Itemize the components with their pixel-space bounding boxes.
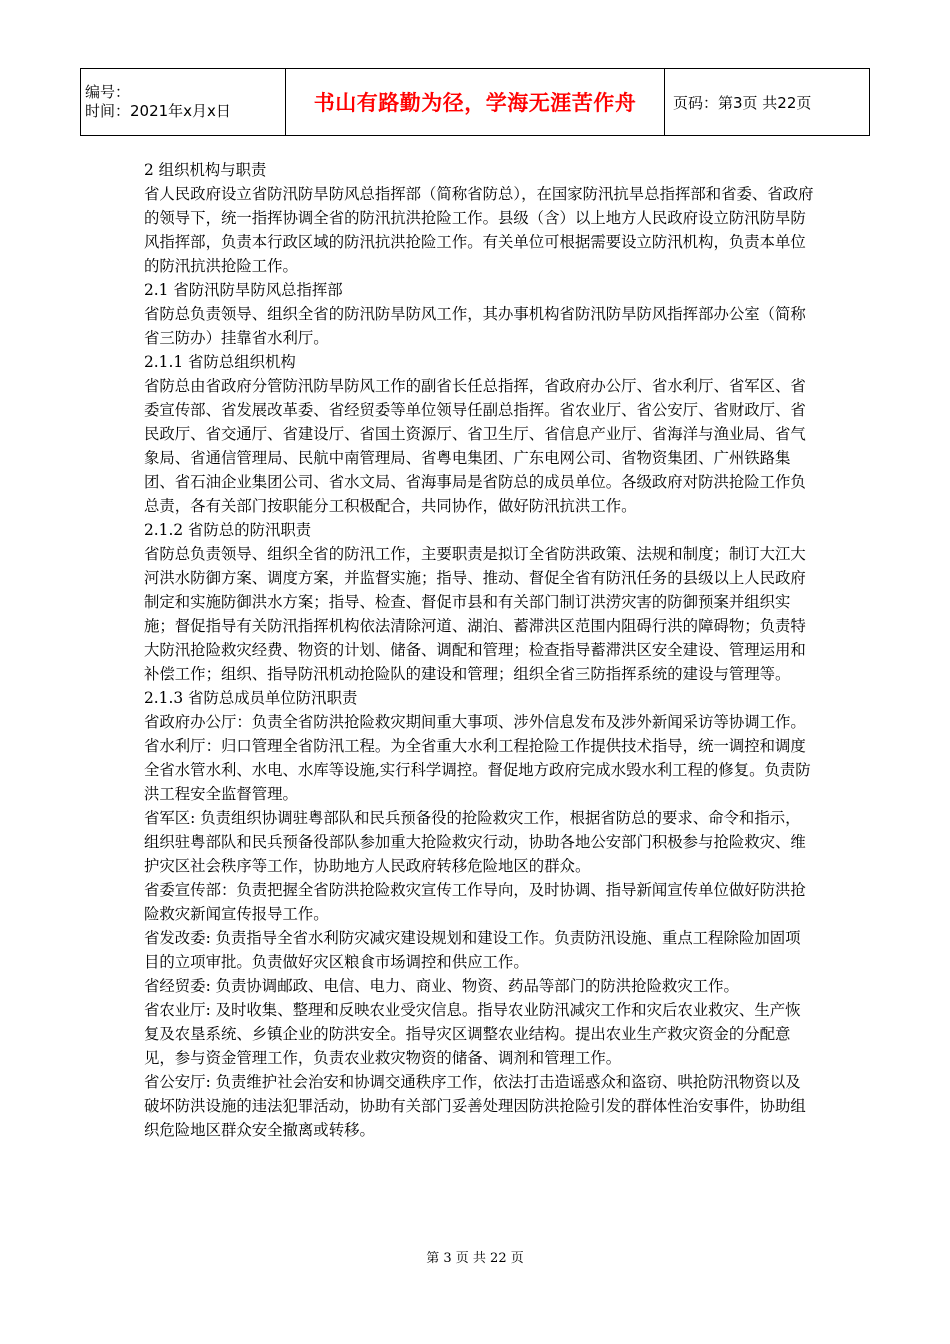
header-page-info: 页码：第3页 共22页: [665, 69, 870, 136]
section-heading: 2.1.1 省防总组织机构: [144, 353, 296, 371]
body-paragraph: 省农业厅: 及时收集、整理和反映农业受灾信息。指导农业防汛减灾工作和灾后农业救灾、生产恢复及农垦系统、乡镇企业的防洪安全。指导灾区调整农业结构。提出农业生产救灾资金的分配意见，参与资金管理工作，负责农业救灾物资的储备、调剂和管理工作。: [144, 1001, 801, 1067]
body-paragraph: 省防总负责领导、组织全省的防汛工作，主要职责是拟订全省防洪政策、法规和制度；制订大江大河洪水防御方案、调度方案，并监督实施；指导、推动、督促全省有防汛任务的县级以上人民政府制定和实施防御洪水方案；指导、检查、督促市县和有关部门制订洪涝灾害的防御预案并组织实施；督促指导有关防汛指挥机构依法清除河道、湖泊、蓄滞洪区范围内阻碍行洪的障碍物；负责特大防汛抢险救灾经费、物资的计划、储备、调配和管理；检查指导蓄滞洪区安全建设、管理运用和补偿工作；组织、指导防汛机动抢险队的建设和管理；组织全省三防指挥系统的建设与管理等。: [144, 545, 806, 683]
body-paragraph: 省委宣传部：负责把握全省防洪抢险救灾宣传工作导向，及时协调、指导新闻宣传单位做好防洪抢险救灾新闻宣传报导工作。: [144, 881, 806, 923]
page-footer: 第 3 页 共 22 页: [426, 1251, 524, 1266]
header-meta: [81, 69, 286, 136]
body-paragraph: 省防总由省政府分管防汛防旱防风工作的副省长任总指挥，省政府办公厅、省水利厅、省军区、省委宣传部、省发展改革委、省经贸委等单位领导任副总指挥。省农业厅、省公安厅、省财政厅、省民政厅、省交通厅、省建设厅、省国土资源厅、省卫生厅、省信息产业厅、省海洋与渔业局、省气象局、省通信管理局、民航中南管理局、省粤电集团、广东电网公司、省物资集团、广州铁路集团、省石油企业集团公司、省水文局、省海事局是省防总的成员单位。各级政府对防洪抢险工作负总责，各有关部门按职能分工积极配合，共同协作，做好防汛抗洪工作。: [144, 377, 806, 515]
document-body: [144, 158, 814, 1142]
document-number-label: 编号：: [85, 83, 131, 101]
section-heading: 2 组织机构与职责: [144, 161, 267, 179]
header-table: [80, 68, 870, 136]
body-paragraph: 省经贸委: 负责协调邮政、电信、电力、商业、物资、药品等部门的防洪抢险救灾工作。: [144, 977, 739, 995]
body-paragraph: 省人民政府设立省防汛防旱防风总指挥部（简称省防总），在国家防汛抗旱总指挥部和省委、省政府的领导下，统一指挥协调全省的防汛抗洪抢险工作。县级（含）以上地方人民政府设立防汛防旱防风指挥部，负责本行政区域的防汛抗洪抢险工作。有关单位可根据需要设立防汛机构，负责本单位的防汛抗洪抢险工作。: [144, 185, 814, 275]
section-heading: 2.1.3 省防总成员单位防汛职责: [144, 689, 358, 707]
header-motto-cell: [286, 69, 665, 136]
section-heading: 2.1 省防汛防旱防风总指挥部: [144, 281, 343, 299]
body-paragraph: 省水利厅：归口管理全省防汛工程。为全省重大水利工程抢险工作提供技术指导，统一调控和调度全省水管水利、水电、水库等设施,实行科学调控。督促地方政府完成水毁水利工程的修复。负责防洪工程安全监督管理。: [144, 737, 811, 803]
body-paragraph: 省发改委: 负责指导全省水利防灾减灾建设规划和建设工作。负责防汛设施、重点工程除险加固项目的立项审批。负责做好灾区粮食市场调控和供应工作。: [144, 929, 801, 971]
section-heading: 2.1.2 省防总的防汛职责: [144, 521, 312, 539]
body-paragraph: 省防总负责领导、组织全省的防汛防旱防风工作，其办事机构省防汛防旱防风指挥部办公室（简称省三防办）挂靠省水利厅。: [144, 305, 806, 347]
document-date: 时间：2021年x月x日: [85, 102, 231, 120]
body-paragraph: 省政府办公厅：负责全省防洪抢险救灾期间重大事项、涉外信息发布及涉外新闻采访等协调工作。: [144, 713, 806, 731]
header-motto: 书山有路勤为径，学海无涯苦作舟: [313, 91, 637, 115]
body-paragraph: 省军区: 负责组织协调驻粤部队和民兵预备役的抢险救灾工作，根据省防总的要求、命令和指示，组织驻粤部队和民兵预备役部队参加重大抢险救灾行动，协助各地公安部门积极参与抢险救灾、维护灾区社会秩序等工作，协助地方人民政府转移危险地区的群众。: [144, 809, 806, 875]
body-paragraph: 省公安厅: 负责维护社会治安和协调交通秩序工作，依法打击造谣惑众和盗窃、哄抢防汛物资以及破坏防洪设施的违法犯罪活动，协助有关部门妥善处理因防洪抢险引发的群体性治安事件，协助组织危险地区群众安全撤离或转移。: [144, 1073, 806, 1139]
